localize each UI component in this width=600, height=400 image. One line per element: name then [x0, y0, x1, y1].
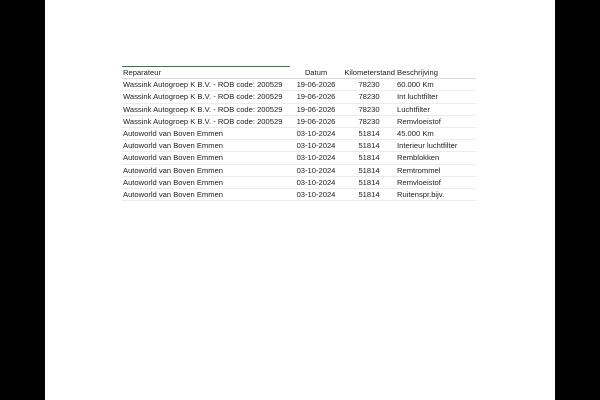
cell-beschrijving: Luchtfilter [396, 103, 476, 115]
table-row [122, 164, 476, 176]
cell-reparateur: Autoworld van Boven Emmen [122, 140, 290, 152]
cell-beschrijving: Remtrommel [396, 164, 476, 176]
cell-kilometerstand: 78230 [342, 115, 396, 127]
cell-kilometerstand: 51814 [342, 127, 396, 139]
cell-kilometerstand: 78230 [342, 103, 396, 115]
cell-datum: 03-10-2024 [290, 188, 342, 200]
cell-kilometerstand: 51814 [342, 188, 396, 200]
cell-beschrijving: Int luchtfilter [396, 91, 476, 103]
cell-datum: 03-10-2024 [290, 127, 342, 139]
cell-kilometerstand: 51814 [342, 164, 396, 176]
cell-datum: 03-10-2024 [290, 152, 342, 164]
header-beschrijving: Beschrijving [396, 67, 476, 79]
cell-datum: 03-10-2024 [290, 140, 342, 152]
cell-kilometerstand: 78230 [342, 79, 396, 91]
table-row [122, 140, 476, 152]
maintenance-history-table [122, 66, 476, 201]
cell-kilometerstand: 51814 [342, 152, 396, 164]
table-row [122, 152, 476, 164]
cell-beschrijving: Remblokken [396, 152, 476, 164]
cell-kilometerstand: 51814 [342, 176, 396, 188]
header-datum: Datum [290, 67, 342, 79]
cell-reparateur: Autoworld van Boven Emmen [122, 188, 290, 200]
table-header [122, 67, 476, 79]
header-kilometerstand: Kilometerstand [342, 67, 396, 79]
cell-beschrijving: Remvloeistof [396, 176, 476, 188]
table-row [122, 127, 476, 139]
cell-datum: 19-06-2026 [290, 115, 342, 127]
cell-beschrijving: 60.000 Km [396, 79, 476, 91]
cell-beschrijving: Ruitenspr.bijv. [396, 188, 476, 200]
cell-kilometerstand: 51814 [342, 140, 396, 152]
cell-datum: 19-06-2026 [290, 79, 342, 91]
table-body [122, 79, 476, 201]
table-row [122, 79, 476, 91]
cell-datum: 03-10-2024 [290, 176, 342, 188]
cell-reparateur: Wassink Autogroep K B.V. - ROB code: 200529 [122, 103, 290, 115]
table-row [122, 91, 476, 103]
cell-datum: 19-06-2026 [290, 91, 342, 103]
cell-reparateur: Autoworld van Boven Emmen [122, 127, 290, 139]
document-page [45, 0, 555, 400]
cell-datum: 03-10-2024 [290, 164, 342, 176]
cell-kilometerstand: 78230 [342, 91, 396, 103]
table-row [122, 103, 476, 115]
cell-beschrijving: Interieur luchtfilter [396, 140, 476, 152]
header-row [122, 67, 476, 79]
cell-reparateur: Wassink Autogroep K B.V. - ROB code: 200529 [122, 115, 290, 127]
table-row [122, 115, 476, 127]
cell-reparateur: Autoworld van Boven Emmen [122, 152, 290, 164]
cell-beschrijving: Remvloeistof [396, 115, 476, 127]
cell-reparateur: Wassink Autogroep K B.V. - ROB code: 200529 [122, 91, 290, 103]
cell-datum: 19-06-2026 [290, 103, 342, 115]
cell-reparateur: Wassink Autogroep K B.V. - ROB code: 200529 [122, 79, 290, 91]
cell-reparateur: Autoworld van Boven Emmen [122, 164, 290, 176]
table-row [122, 188, 476, 200]
cell-beschrijving: 45.000 Km [396, 127, 476, 139]
header-reparateur: Reparateur [122, 67, 290, 79]
table-row [122, 176, 476, 188]
cell-reparateur: Autoworld van Boven Emmen [122, 176, 290, 188]
